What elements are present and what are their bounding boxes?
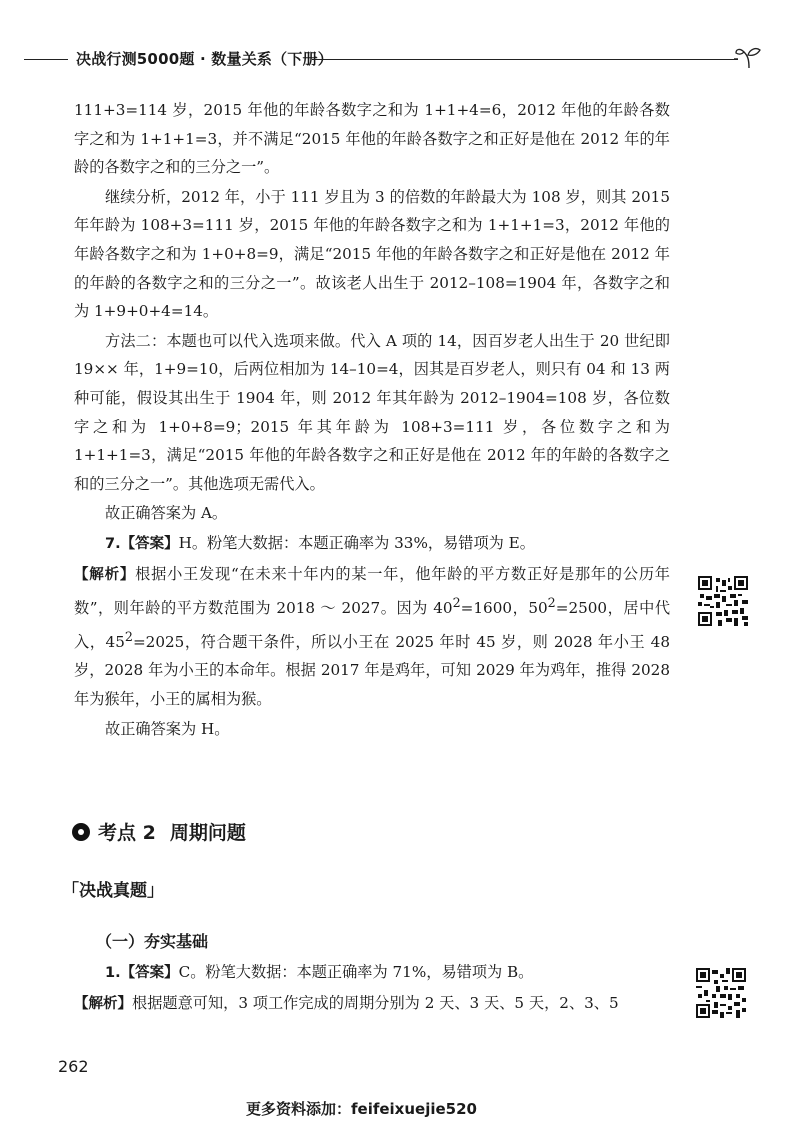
analysis-text-c: =2500，居中代入，45	[74, 599, 671, 651]
sub-subheading: （一）夯实基础	[96, 932, 209, 951]
answer-label: 1.【答案】	[105, 965, 179, 981]
sprout-icon	[734, 44, 764, 70]
paragraph-4: 故正确答案为 A。	[105, 504, 228, 523]
header-title: 决战行测5000题 · 数量关系（下册）	[76, 50, 333, 68]
body-text	[74, 96, 670, 743]
header-rule-left	[24, 59, 68, 60]
analysis-text-b: =1600，50	[460, 599, 548, 618]
answer-7	[74, 529, 670, 559]
analysis-text: 根据题意可知，3 项工作完成的周期分别为 2 天、3 天、5 天，2、3、5	[132, 993, 619, 1012]
paragraph-5: 故正确答案为 H。	[105, 719, 230, 738]
analysis-7	[74, 560, 670, 714]
section-name: 周期问题	[169, 822, 246, 844]
answer-label: 7.【答案】	[105, 535, 179, 552]
superscript: 2	[124, 628, 133, 644]
qr-code-icon[interactable]	[698, 576, 748, 626]
subheading: 「决战真题」	[62, 881, 164, 901]
qr-code-icon[interactable]	[696, 968, 746, 1018]
page-number: 262	[58, 1057, 89, 1076]
answer-text: H。粉笔大数据：本题正确率为 33%，易错项为 E。	[178, 533, 535, 552]
paragraph-2: 继续分析，2012 年，小于 111 岁且为 3 的倍数的年龄最大为 108 岁，则其 2015 年年龄为 108+3=111 岁，2015 年他的年龄各数字之和为 1+1+1=3，2012 年他的年龄各数字之和为 1+0+8=9，满足“2015 年他的年龄各数字之和正好是他在 2012 年的年龄的各数字之和的三分之一”。故该老人出生于 2012–108=1904 年，各数字之和为 1+9+0+4=14。	[74, 187, 670, 321]
analysis-label: 【解析】	[74, 566, 136, 583]
answer-1	[74, 958, 670, 988]
section-number: 考点 2	[98, 822, 156, 844]
paragraph-1: 111+3=114 岁，2015 年他的年龄各数字之和为 1+1+4=6，2012 年他的年龄各数字之和为 1+1+1=3，并不满足“2015 年他的年龄各数字之和正好是他在 2012 年的年龄的各数字之和的三分之一”。	[74, 101, 670, 177]
section-bullet-icon	[72, 823, 90, 841]
answer-text: C。粉笔大数据：本题正确率为 71%，易错项为 B。	[178, 963, 534, 981]
running-header	[0, 44, 800, 74]
paragraph-3: 方法二：本题也可以代入选项来做。代入 A 项的 14，因百岁老人出生于 20 世纪即 19×× 年，1+9=10，后两位相加为 14–10=4，因其是百岁老人，则只有 04 和 13 两种可能，假设其出生于 1904 年，则 2012 年其年龄为 2012–1904=108 岁，各位数字之和为 1+0+8=9；2015 年其年龄为 108+3=111 岁，各位数字之和为 1+1+1=3，满足“2015 年他的年龄各数字之和正好是他在 2012 年的年龄的各数字之和的三分之一”。其他选项无需代入。	[74, 331, 670, 493]
analysis-text-a: 根据小王发现“在未来十年内的某一年，他年龄的平方数正好是那年的公历年数”，则年龄的平方数范围为 2018 ～ 2027。因为 40	[74, 564, 670, 618]
tail-text	[74, 958, 670, 1018]
analysis-text-d: =2025，符合题干条件，所以小王在 2025 年时 45 岁，则 2028 年小王 48 岁，2028 年为小王的本命年。根据 2017 年是鸡年，可知 2029 年为鸡年，推得 2028 年为猴年，小王的属相为猴。	[74, 632, 670, 708]
superscript: 2	[452, 595, 461, 611]
header-rule-right	[312, 59, 738, 60]
superscript: 2	[547, 595, 556, 611]
footer-note: 更多资料添加：feifeixuejie520	[246, 1100, 477, 1118]
section-title	[72, 818, 246, 845]
analysis-1	[74, 989, 670, 1019]
analysis-label: 【解析】	[74, 995, 132, 1012]
